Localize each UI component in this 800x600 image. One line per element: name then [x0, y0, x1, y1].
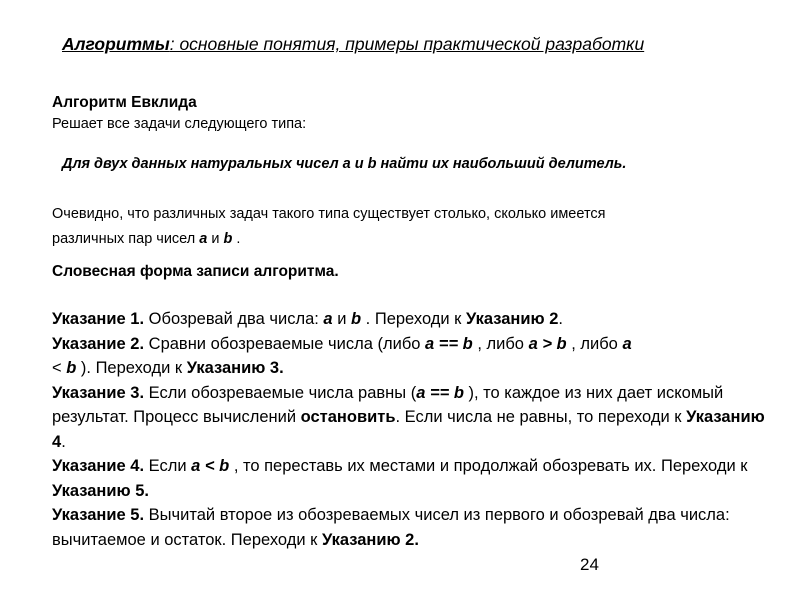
- instruction-text: . Если числа не равны, то переходи к: [395, 408, 687, 426]
- expr-greater: a > b: [528, 334, 567, 353]
- instruction-ref: Указанию 2.: [321, 530, 419, 549]
- expr-equal: a == b: [416, 383, 464, 402]
- observation-line-1: Очевидно, что различных задач такого типа существует столько, сколько имеется: [52, 206, 606, 222]
- instruction-1: [52, 307, 772, 332]
- instruction-ref: Указанию 3.: [186, 359, 284, 377]
- instruction-text: <: [52, 359, 67, 377]
- observation-text: различных пар чисел: [52, 231, 196, 247]
- instruction-text: .: [61, 432, 66, 451]
- var-b: b: [66, 359, 77, 377]
- instruction-text: Если обозреваемые числа равны (: [144, 383, 417, 402]
- observation-line-2: [52, 227, 752, 252]
- page-number: 24: [580, 555, 599, 574]
- instruction-text: Обозревай два числа:: [144, 310, 324, 328]
- instruction-text: .: [558, 310, 563, 328]
- instruction-text: ). Переходи к: [76, 359, 187, 377]
- instruction-2: [52, 332, 772, 381]
- observation-period: .: [236, 231, 241, 247]
- slide-title: [62, 34, 782, 55]
- instruction-label: Указание 4.: [52, 457, 145, 475]
- euclid-subtitle: Решает все задачи следующего типа:: [52, 116, 307, 132]
- verbal-form-heading: Словесная форма записи алгоритма.: [52, 263, 339, 280]
- var-a: a: [199, 231, 208, 247]
- instruction-text: , либо: [566, 334, 623, 353]
- expr-less: a < b: [191, 457, 230, 475]
- observation-paragraph: [52, 202, 752, 252]
- instruction-text: , либо: [472, 334, 529, 353]
- instruction-label: Указание 3.: [52, 383, 145, 402]
- instruction-label: Указание 1.: [52, 310, 145, 328]
- instruction-label: Указание 5.: [52, 506, 145, 524]
- stop-keyword: остановить: [300, 408, 396, 426]
- instruction-ref: Указанию 4: [52, 408, 765, 451]
- expr-equal: a == b: [425, 334, 473, 353]
- var-b: b: [223, 231, 233, 247]
- var-a: a: [323, 310, 333, 328]
- title-rest: : основные понятия, примеры практической разработки: [169, 34, 645, 54]
- instruction-text: , то переставь их местами и продолжай обозревать их. Переходи к: [229, 457, 748, 475]
- instruction-list: [52, 307, 772, 552]
- instruction-text: . Переходи к: [361, 310, 466, 328]
- instruction-ref: Указанию 5.: [52, 481, 149, 500]
- conj-and: и: [211, 231, 220, 247]
- instruction-text: ), то каждое из них дает искомый результат. Процесс вычислений: [52, 383, 724, 426]
- instruction-label: Указание 2.: [52, 334, 145, 353]
- title-main: Алгоритмы: [62, 34, 170, 54]
- task-statement: Для двух данных натуральных чисел a и b найти их наибольший делитель.: [62, 156, 627, 172]
- var-b: b: [351, 310, 362, 328]
- instruction-ref: Указанию 2: [465, 310, 559, 328]
- instruction-text: и: [332, 310, 351, 328]
- instruction-text: Если: [144, 457, 192, 475]
- instruction-text: Вычитай второе из обозреваемых чисел из первого и обозревай два числа: вычитаемое и остаток. Переходи к: [52, 506, 730, 549]
- instruction-5: [52, 503, 772, 552]
- euclid-heading: Алгоритм Евклида: [52, 94, 197, 111]
- var-a: a: [622, 334, 632, 353]
- instruction-text: Сравни обозреваемые числа (либо: [144, 334, 426, 353]
- instruction-4: [52, 454, 772, 503]
- instruction-3: [52, 381, 772, 455]
